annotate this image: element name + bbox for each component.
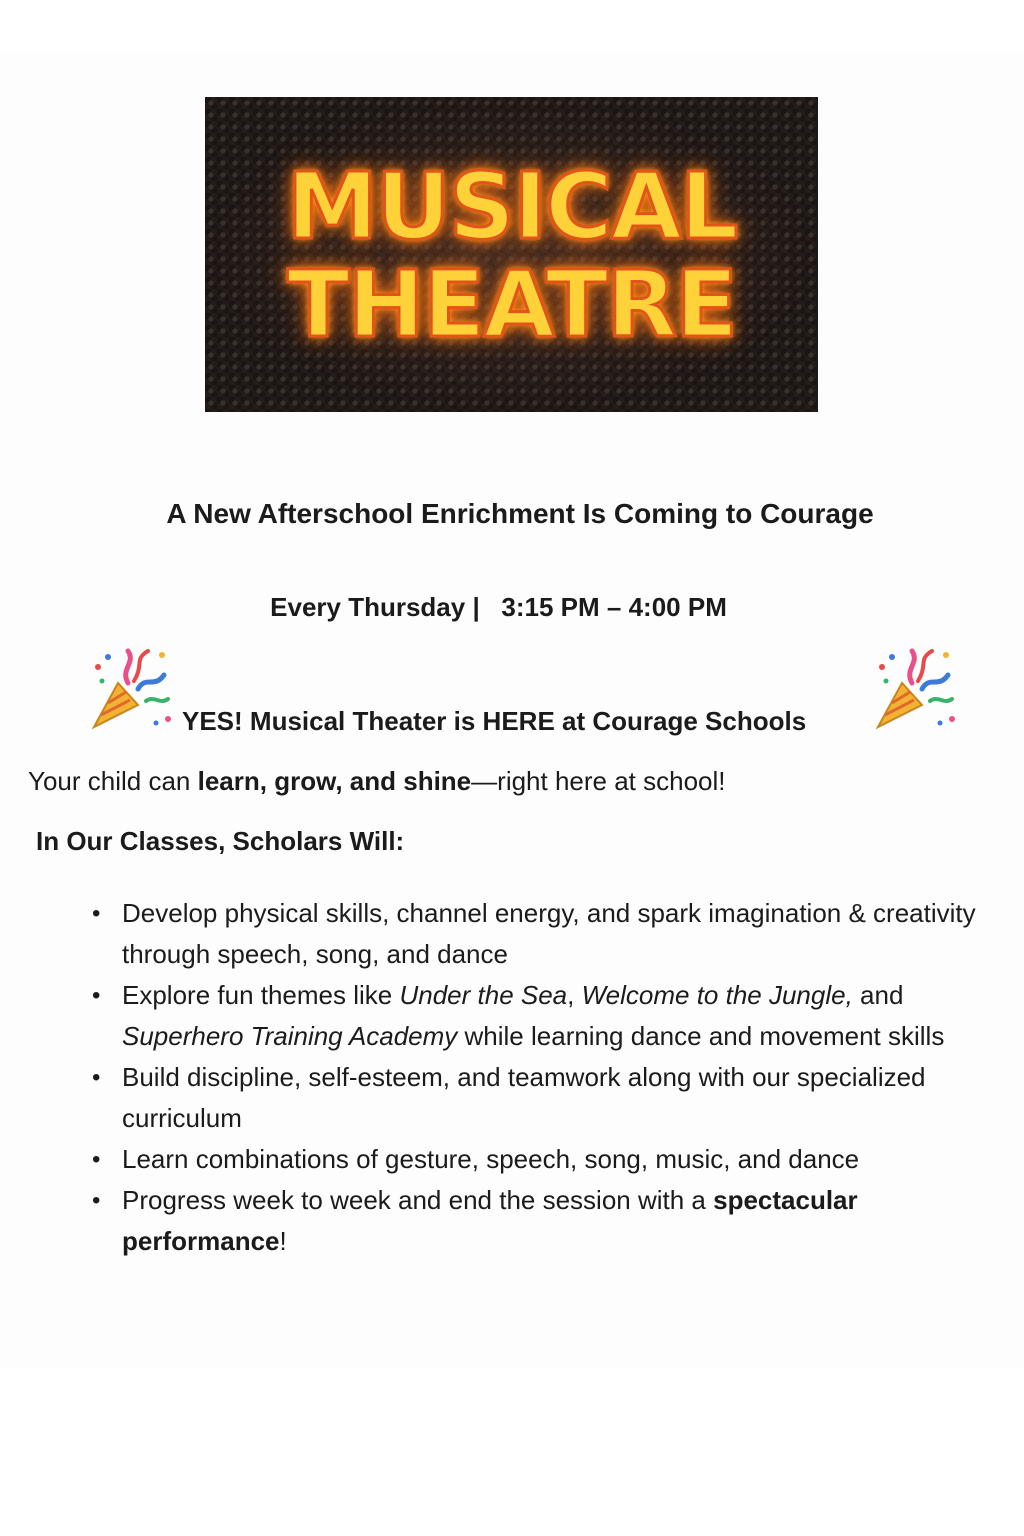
schedule-time: 3:15 PM – 4:00 PM (501, 592, 727, 622)
bullet-lead: Explore fun themes like (122, 980, 400, 1010)
bullet-text: Build discipline, self-esteem, and teamwork along with our specialized curriculum (122, 1062, 926, 1133)
theme-welcome-to-the-jungle: Welcome to the Jungle, (581, 980, 853, 1010)
theme-separator: and (852, 980, 904, 1010)
intro-paragraph (28, 766, 726, 797)
bullet-text: Learn combinations of gesture, speech, song, music, and dance (122, 1144, 860, 1174)
banner-title-line1: MUSICAL (286, 153, 737, 260)
theme-under-the-sea: Under the Sea (399, 980, 568, 1010)
banner-title-line2: THEATRE (286, 251, 737, 358)
classes-heading: In Our Classes, Scholars Will: (36, 826, 405, 856)
bullet-tail: ! (279, 1226, 287, 1256)
list-item (122, 1139, 1002, 1180)
list-item (122, 1180, 1002, 1262)
intro-bold: learn, grow, and shine (197, 766, 472, 796)
bullet-lead: Progress week to week and end the session with a (122, 1185, 714, 1215)
list-item (122, 1057, 1002, 1139)
page-headline: A New Afterschool Enrichment Is Coming to Courage (166, 498, 874, 529)
theme-superhero-training-academy: Superhero Training Academy (122, 1021, 458, 1051)
bullet-tail: while learning dance and movement skills (457, 1021, 945, 1051)
party-popper-icon (872, 645, 958, 731)
schedule-day: Every Thursday (270, 592, 466, 622)
list-item (122, 893, 1002, 975)
theme-separator: , (567, 980, 582, 1010)
classes-list (122, 893, 1002, 1262)
schedule-line (0, 592, 997, 623)
schedule-separator: | (472, 592, 480, 622)
bullet-text: Develop physical skills, channel energy, and spark imagination & creativity through speech, song, and dance (122, 898, 976, 969)
announcement-text: YES! Musical Theater is HERE at Courage Schools (182, 706, 807, 736)
intro-tail: —right here at school! (471, 766, 726, 796)
intro-lead: Your child can (28, 766, 198, 796)
musical-theatre-banner (205, 97, 818, 412)
list-item (122, 975, 1002, 1057)
bullet-bold: spectacular performance (122, 1185, 858, 1256)
party-popper-icon (88, 645, 174, 731)
